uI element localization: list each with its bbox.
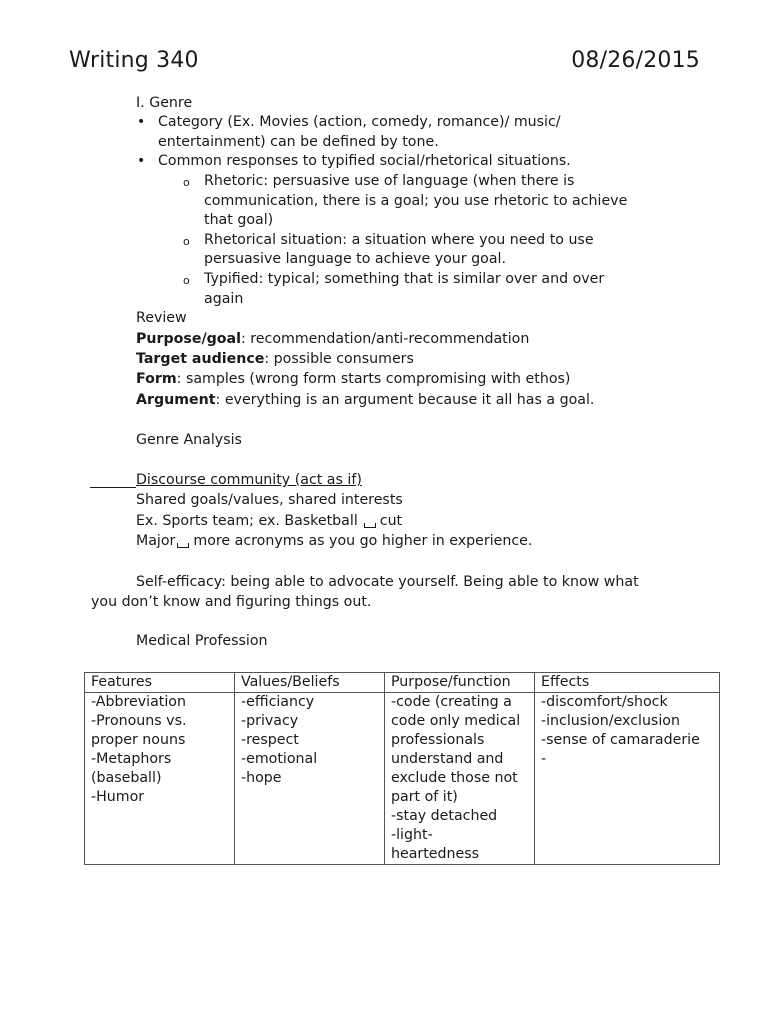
bullet-dot: • (137, 114, 146, 130)
table-header: Effects (535, 673, 720, 693)
sub-bullet-marker: o (183, 176, 190, 189)
sub-bullet-line: Rhetorical situation: a situation where you need to use (204, 232, 594, 248)
arrow-icon (364, 523, 376, 528)
bullet-line: entertainment) can be defined by tone. (158, 134, 439, 150)
review-label: Form (136, 371, 177, 387)
medical-profession-heading: Medical Profession (136, 633, 268, 649)
cell-line: -inclusion/exclusion (541, 713, 680, 729)
cell-line: understand and (391, 751, 504, 767)
review-item (136, 391, 594, 410)
table-header: Values/Beliefs (235, 673, 385, 693)
cell-line: -respect (241, 732, 299, 748)
discourse-line: Shared goals/values, shared interests (136, 492, 403, 508)
cell-line: exclude those not (391, 770, 518, 786)
sub-bullet-marker: o (183, 235, 190, 248)
bullet-dot: • (137, 153, 146, 169)
cell-line: -stay detached (391, 808, 498, 824)
review-text: : recommendation/anti-recommendation (241, 331, 530, 347)
table-cell-purpose (385, 693, 535, 865)
review-text: : possible consumers (264, 351, 414, 367)
date: 08/26/2015 (571, 48, 700, 73)
sub-bullet-line: Typified: typical; something that is similar over and over (204, 271, 605, 287)
discourse-line (136, 512, 402, 531)
review-item (136, 330, 529, 349)
cell-line: -privacy (241, 713, 299, 729)
review-item (136, 370, 570, 389)
cell-line: -sense of camaraderie (541, 732, 700, 748)
table-cell-values (235, 693, 385, 865)
sub-bullet-marker: o (183, 274, 190, 287)
genre-analysis-heading: Genre Analysis (136, 432, 242, 448)
discourse-text: cut (379, 513, 403, 529)
arrow-icon (177, 543, 189, 548)
sub-bullet-line: persuasive language to achieve your goal. (204, 251, 506, 267)
cell-line: professionals (391, 732, 485, 748)
bullet-line: Category (Ex. Movies (action, comedy, romance)/ music/ (158, 114, 561, 130)
review-label: Purpose/goal (136, 331, 241, 347)
sub-bullet-line: again (204, 291, 244, 307)
cell-line: -Abbreviation (91, 694, 186, 710)
self-efficacy-line: Self-efficacy: being able to advocate yourself. Being able to know what (136, 574, 639, 590)
cell-line: -light- (391, 827, 433, 843)
sub-bullet-line: that goal) (204, 212, 274, 228)
sub-bullet-line: communication, there is a goal; you use rhetoric to achieve (204, 193, 628, 209)
review-item (136, 350, 414, 369)
table-cell-features (85, 693, 235, 865)
discourse-text: Major (136, 533, 176, 549)
medical-profession-table (84, 672, 720, 865)
review-heading: Review (136, 310, 187, 326)
cell-line: -Pronouns vs. (91, 713, 187, 729)
discourse-text: more acronyms as you go higher in experience. (193, 533, 533, 549)
discourse-heading: Discourse community (act as if) (136, 472, 362, 488)
review-text: : samples (wrong form starts compromising with ethos) (176, 371, 571, 387)
cell-line: proper nouns (91, 732, 186, 748)
cell-line: part of it) (391, 789, 458, 805)
section-title: I. Genre (136, 95, 193, 111)
discourse-text: Ex. Sports team; ex. Basketball (136, 513, 358, 529)
review-label: Argument (136, 392, 216, 408)
cell-line: -discomfort/shock (541, 694, 668, 710)
review-text: : everything is an argument because it all has a goal. (215, 392, 595, 408)
cell-line: code only medical (391, 713, 521, 729)
cell-line: -code (creating a (391, 694, 512, 710)
cell-line: heartedness (391, 846, 480, 862)
bullet-line: Common responses to typified social/rhetorical situations. (158, 153, 571, 169)
table-header-row (85, 673, 720, 693)
review-label: Target audience (136, 351, 265, 367)
cell-line: - (541, 751, 547, 767)
cell-line: -hope (241, 770, 282, 786)
self-efficacy-line: you don’t know and figuring things out. (91, 594, 372, 610)
cell-line: (baseball) (91, 770, 162, 786)
cell-line: -emotional (241, 751, 318, 767)
table-header: Purpose/function (385, 673, 535, 693)
table-row (85, 693, 720, 865)
sub-bullet-line: Rhetoric: persuasive use of language (when there is (204, 173, 575, 189)
cell-line: -Metaphors (91, 751, 172, 767)
blank-underline (90, 487, 136, 488)
discourse-line (136, 532, 532, 551)
cell-line: -efficiancy (241, 694, 315, 710)
table-header: Features (85, 673, 235, 693)
table-cell-effects (535, 693, 720, 865)
cell-line: -Humor (91, 789, 145, 805)
course-title: Writing 340 (69, 48, 199, 73)
